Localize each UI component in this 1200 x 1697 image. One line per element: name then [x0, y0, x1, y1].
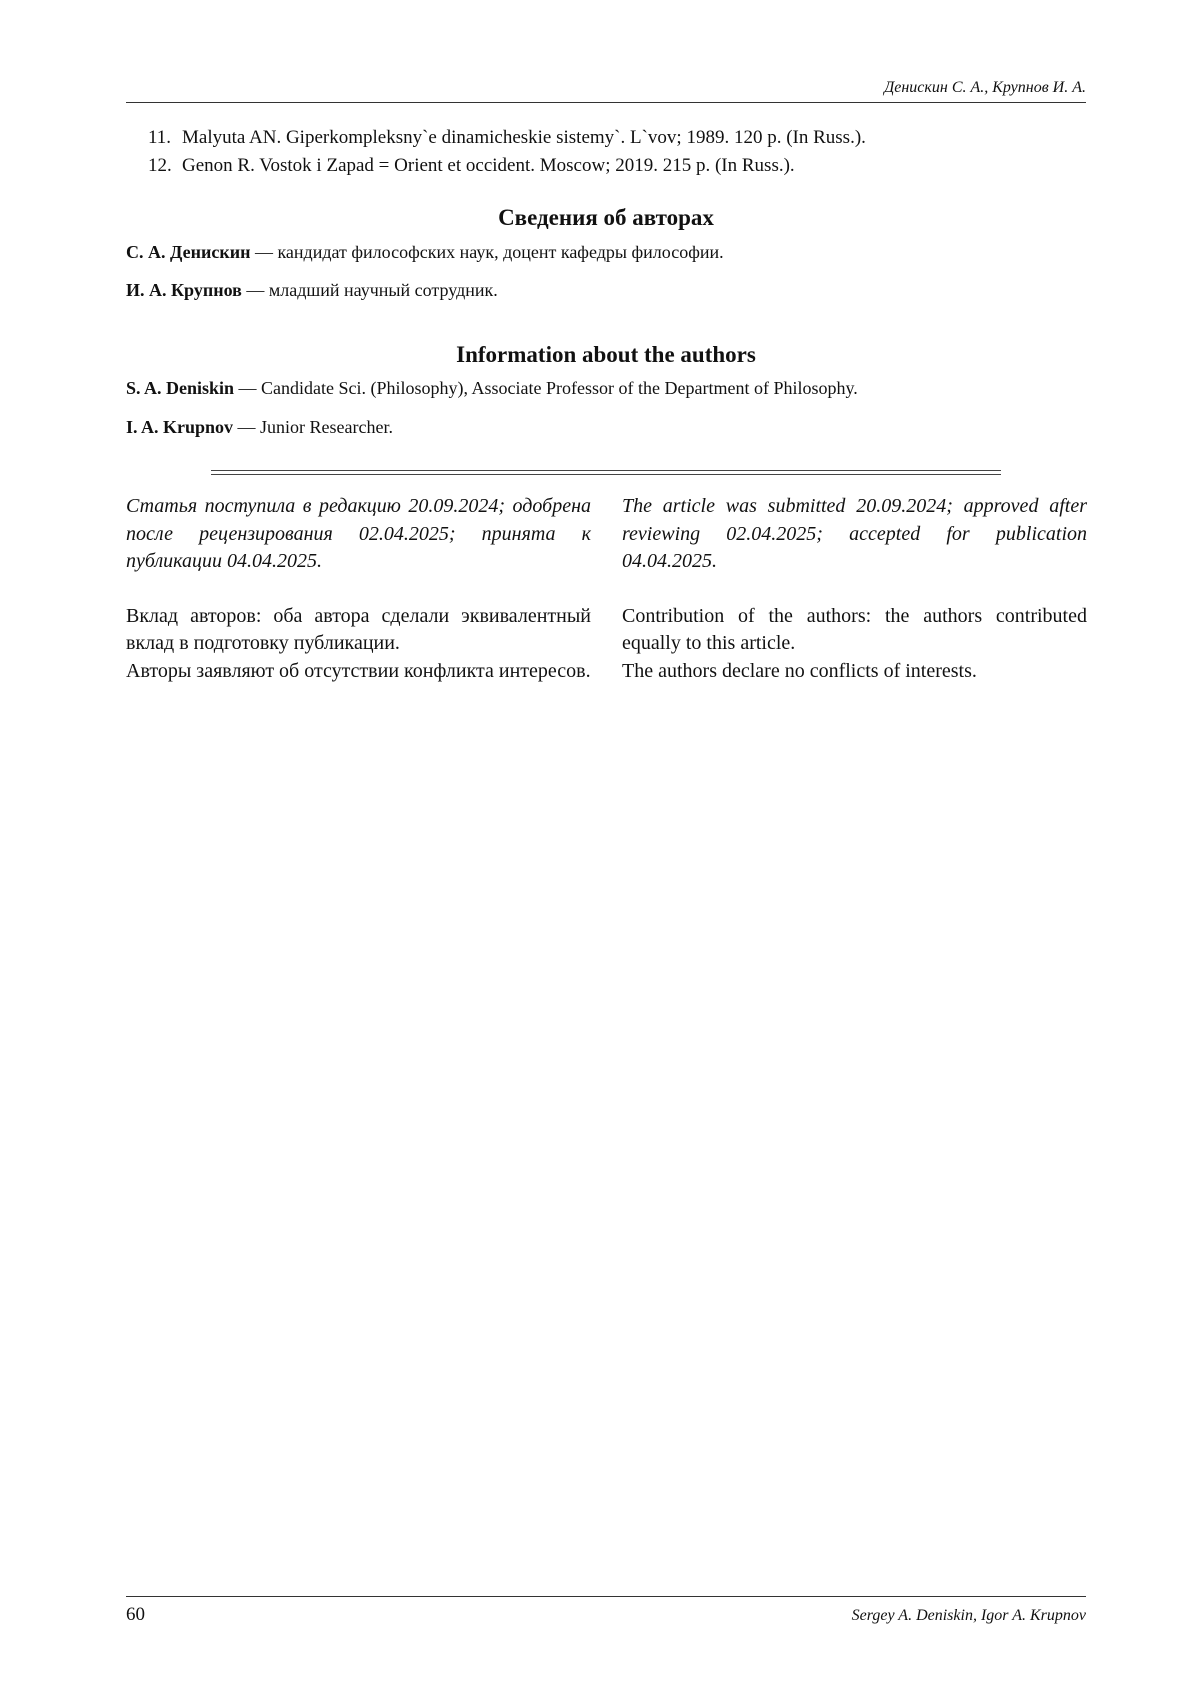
header-rule [126, 102, 1086, 103]
reference-item [148, 152, 1088, 180]
article-dates: Статья поступила в редакцию 20.09.2024; одобрена после рецензирования 02.04.2025; принята к публикации 04.04.2025. [126, 495, 591, 572]
running-head: Денискин С. А., Крупнов И. А. [884, 79, 1086, 96]
author-entry [126, 240, 1086, 264]
running-foot: Sergey A. Deniskin, Igor A. Krupnov [851, 1607, 1086, 1624]
author-name: С. А. Денискин [126, 242, 251, 262]
author-description: — кандидат философских наук, доцент кафедры философии. [250, 242, 724, 262]
conflict-statement: The authors declare no conflicts of interests. [622, 659, 977, 682]
author-entry [126, 415, 1086, 439]
author-entry [126, 376, 1086, 400]
reference-text: Malyuta AN. Giperkompleksny`e dinamicheskie sistemy`. L`vov; 1989. 120 p. (In Russ.). [182, 127, 866, 148]
reference-number: 11. [148, 127, 172, 148]
reference-number: 12. [148, 155, 172, 176]
author-name: S. A. Deniskin [126, 378, 235, 398]
author-name: И. А. Крупнов [126, 280, 242, 300]
authors-info-title-en: Information about the authors [456, 342, 756, 367]
section-divider [211, 470, 1001, 475]
contribution-statement: Вклад авторов: оба автора сделали эквивалентный вклад в подготовку публикации. [126, 604, 591, 654]
author-description: — Candidate Sci. (Philosophy), Associate Professor of the Department of Philosophy. [234, 378, 858, 398]
article-info-ru [126, 493, 591, 685]
author-name: I. A. Krupnov [126, 417, 234, 437]
author-entry [126, 278, 1086, 302]
reference-list [148, 124, 1088, 180]
conflict-statement: Авторы заявляют об отсутствии конфликта интересов. [126, 659, 591, 682]
reference-item [148, 124, 1088, 152]
contribution-statement: Contribution of the authors: the authors contributed equally to this article. [622, 604, 1087, 654]
reference-text: Genon R. Vostok i Zapad = Orient et occident. Moscow; 2019. 215 p. (In Russ.). [182, 155, 795, 176]
page-number: 60 [126, 1604, 145, 1625]
author-description: — Junior Researcher. [233, 417, 393, 437]
authors-info-title-ru: Сведения об авторах [498, 205, 714, 230]
author-description: — младший научный сотрудник. [241, 280, 498, 300]
article-dates: The article was submitted 20.09.2024; approved after reviewing 02.04.2025; accepted for publication 04.04.2025. [622, 495, 1087, 572]
article-info-en [622, 493, 1087, 685]
footer-rule [126, 1596, 1086, 1597]
